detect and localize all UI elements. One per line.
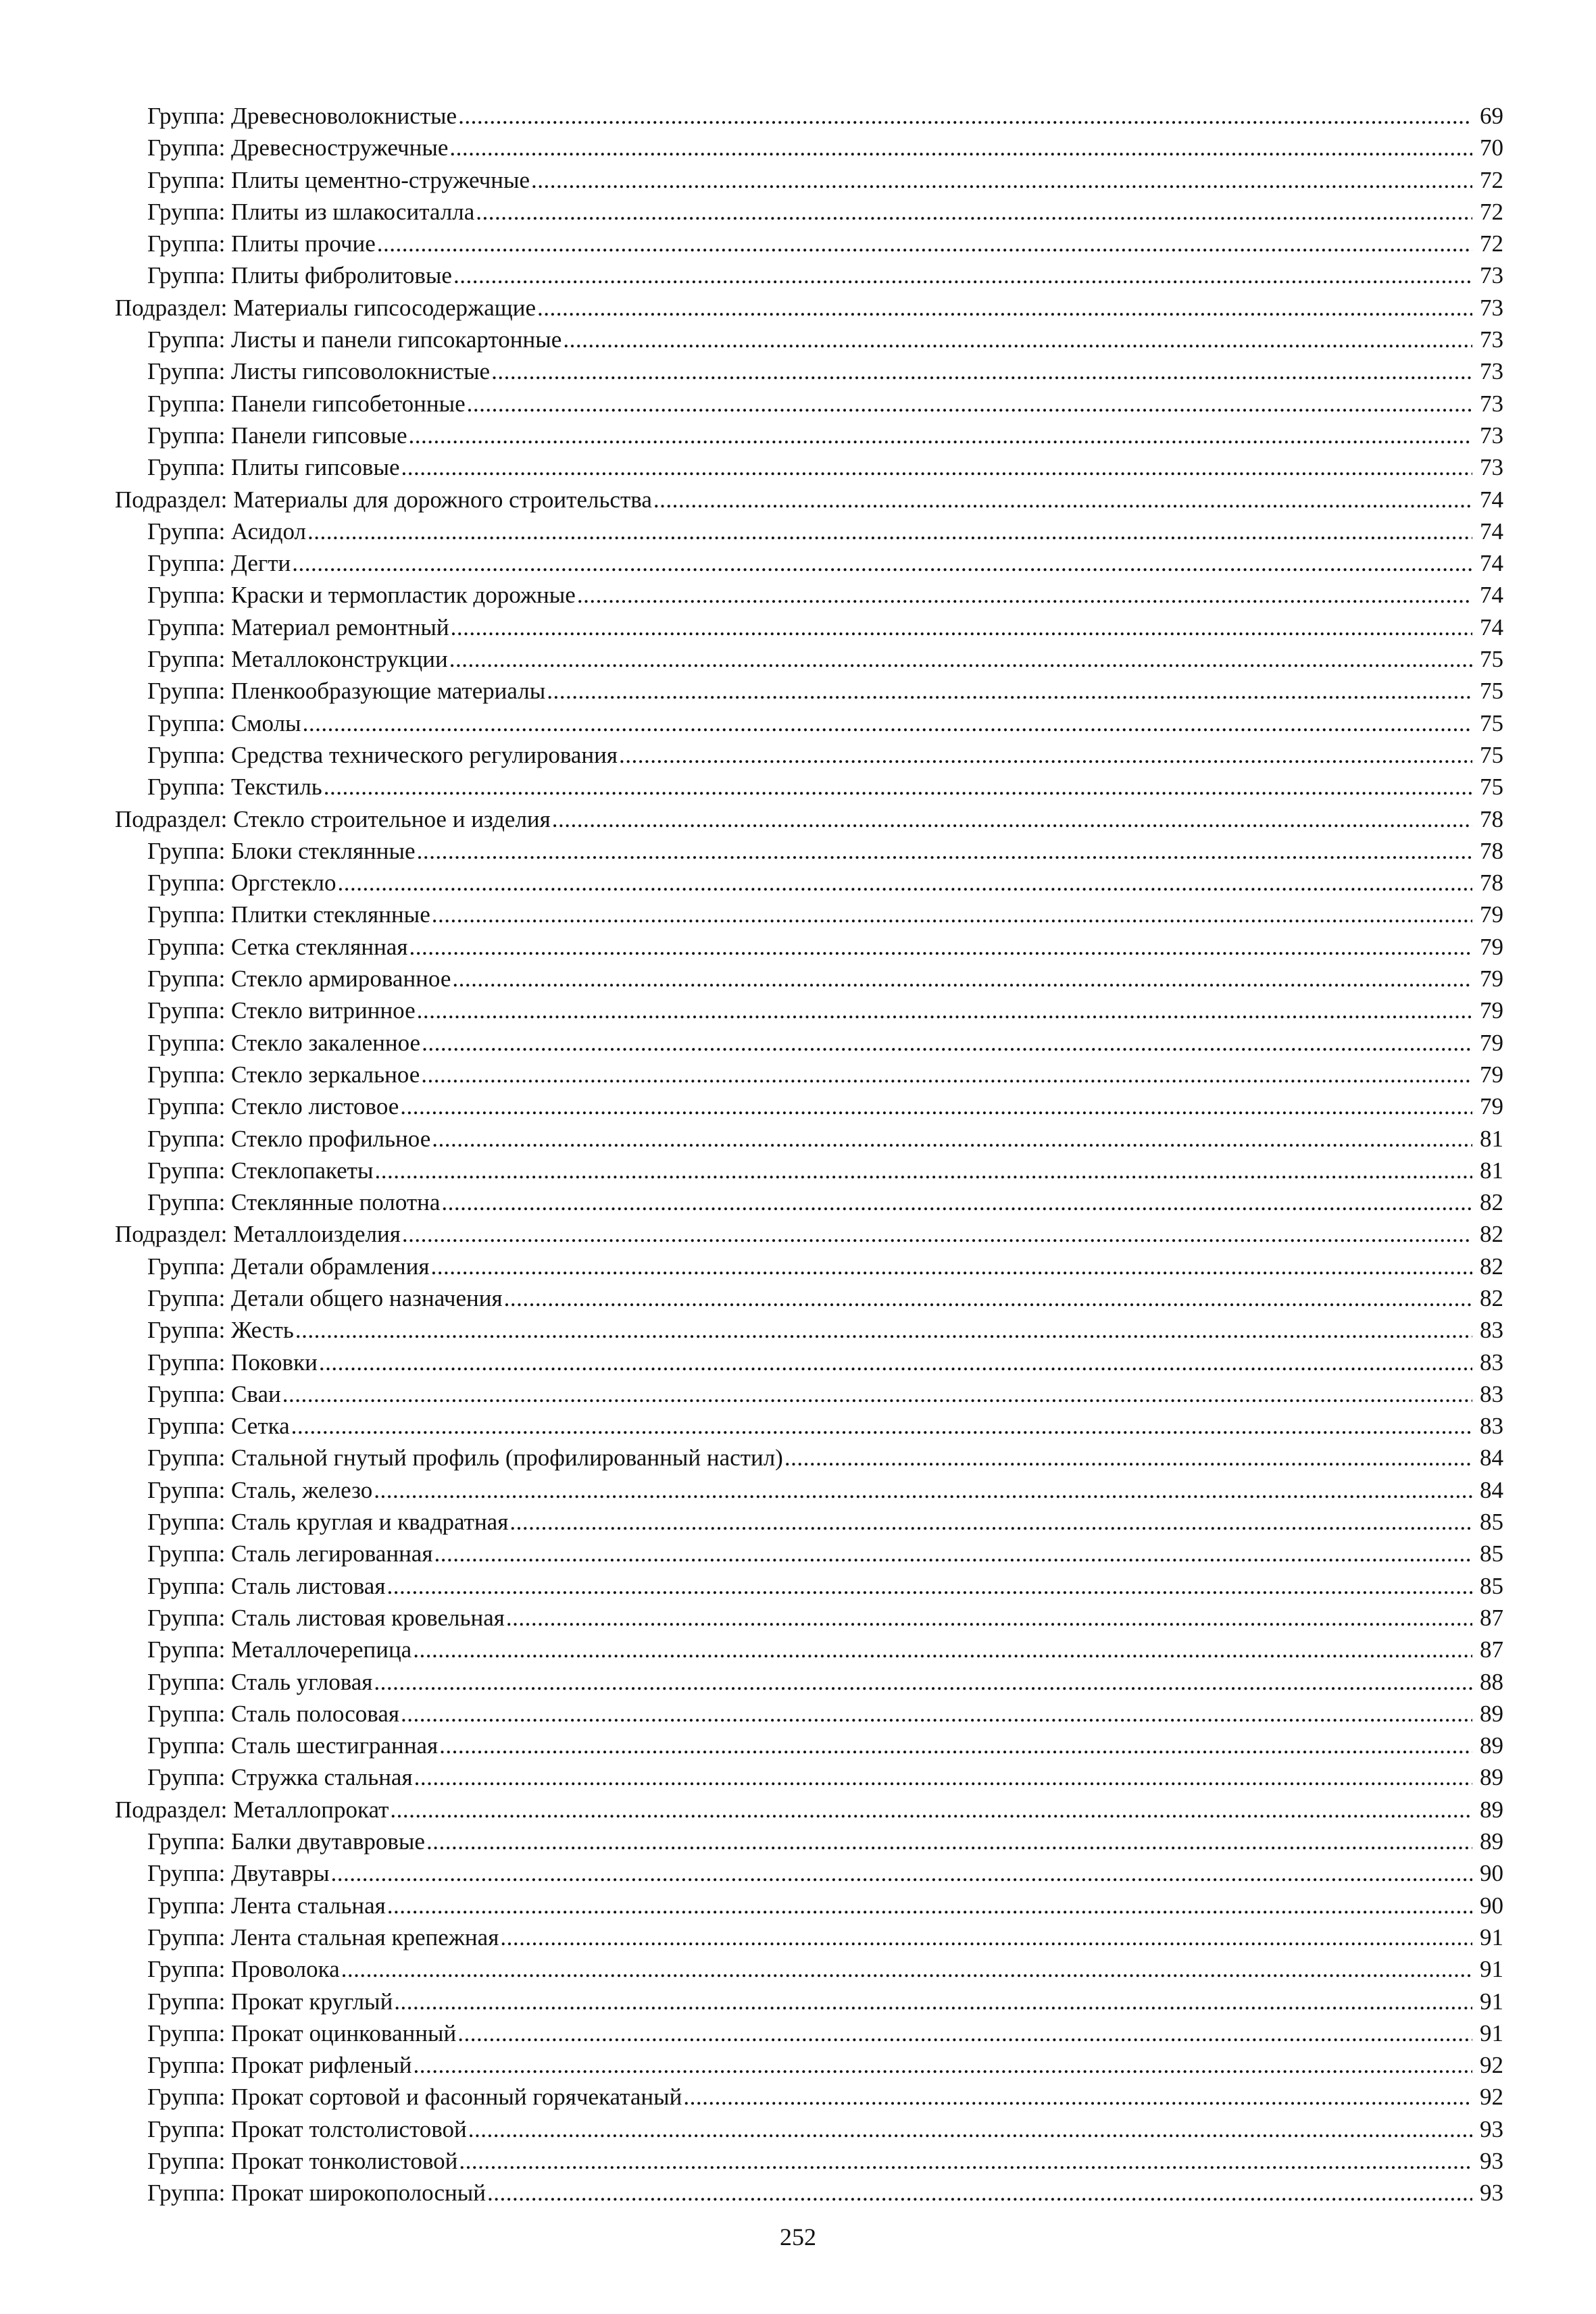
toc-entry-page: 88 xyxy=(1480,1668,1503,1695)
toc-entry-label: Группа: Древесностружечные xyxy=(147,134,449,161)
toc-group-entry xyxy=(115,1634,1503,1665)
toc-entry-label: Группа: Плиты цементно-стружечные xyxy=(147,166,530,193)
toc-entry-page: 85 xyxy=(1480,1540,1503,1567)
toc-group-entry xyxy=(115,388,1503,420)
toc-group-entry xyxy=(115,451,1503,483)
dot-leader xyxy=(468,2113,1472,2145)
toc-entry-label: Группа: Поковки xyxy=(147,1349,318,1376)
toc-group-entry xyxy=(115,1698,1503,1730)
toc-entry-label: Группа: Сталь листовая xyxy=(147,1572,386,1599)
toc-entry-page: 73 xyxy=(1480,422,1503,449)
dot-leader xyxy=(449,643,1472,675)
dot-leader xyxy=(500,1921,1472,1953)
toc-group-entry xyxy=(115,707,1503,739)
dot-leader xyxy=(476,196,1472,228)
dot-leader xyxy=(434,1538,1472,1569)
toc-entry-page: 82 xyxy=(1480,1284,1503,1311)
dot-leader xyxy=(292,547,1472,579)
toc-entry-label: Группа: Асидол xyxy=(147,518,307,545)
toc-entry-label: Группа: Прокат рифленый xyxy=(147,2052,412,2079)
toc-entry-label: Подраздел: Материалы для дорожного строительства xyxy=(115,486,652,513)
toc-entry-page: 78 xyxy=(1480,870,1503,897)
toc-entry-page: 85 xyxy=(1480,1572,1503,1599)
toc-entry-label: Группа: Металлочерепица xyxy=(147,1636,412,1663)
toc-entry-label: Группа: Плиты из шлакоситалла xyxy=(147,198,475,225)
toc-entry-label: Группа: Листы гипсоволокнистые xyxy=(147,358,491,385)
dot-leader xyxy=(452,963,1472,995)
toc-entry-label: Группа: Сетка xyxy=(147,1413,290,1440)
toc-entry-label: Группа: Жесть xyxy=(147,1317,294,1344)
toc-group-entry xyxy=(115,995,1503,1026)
toc-group-entry xyxy=(115,835,1503,867)
toc-group-entry xyxy=(115,1570,1503,1602)
dot-leader xyxy=(577,579,1472,611)
toc-group-entry xyxy=(115,675,1503,707)
toc-entry-page: 89 xyxy=(1480,1732,1503,1759)
toc-group-entry xyxy=(115,1602,1503,1634)
toc-group-entry xyxy=(115,1123,1503,1155)
toc-entry-label: Группа: Прокат оцинкованный xyxy=(147,2019,457,2046)
toc-group-entry xyxy=(115,643,1503,675)
toc-entry-label: Группа: Лента стальная xyxy=(147,1892,386,1919)
toc-group-entry xyxy=(115,1090,1503,1122)
dot-leader xyxy=(282,1378,1472,1410)
toc-entry-page: 72 xyxy=(1480,230,1503,257)
dot-leader xyxy=(422,1027,1472,1059)
toc-section-entry xyxy=(115,803,1503,835)
toc-entry-label: Подраздел: Материалы гипсосодержащие xyxy=(115,294,536,321)
dot-leader xyxy=(467,388,1472,420)
toc-entry-page: 75 xyxy=(1480,646,1503,673)
toc-group-entry xyxy=(115,1538,1503,1569)
toc-entry-page: 83 xyxy=(1480,1349,1503,1376)
toc-group-entry xyxy=(115,963,1503,995)
toc-entry-label: Группа: Краски и термопластик дорожные xyxy=(147,582,576,609)
dot-leader xyxy=(457,2017,1472,2049)
toc-entry-label: Группа: Листы и панели гипсокартонные xyxy=(147,326,562,353)
toc-entry-label: Группа: Прокат широкополосный xyxy=(147,2180,486,2207)
toc-group-entry xyxy=(115,1027,1503,1059)
toc-section-entry xyxy=(115,484,1503,515)
toc-entry-page: 79 xyxy=(1480,933,1503,960)
toc-entry-label: Группа: Стеклянные полотна xyxy=(147,1189,441,1216)
dot-leader xyxy=(402,1218,1472,1250)
toc-entry-label: Группа: Блоки стеклянные xyxy=(147,837,416,864)
toc-entry-page: 87 xyxy=(1480,1604,1503,1631)
toc-entry-page: 75 xyxy=(1480,741,1503,768)
toc-entry-label: Группа: Проволока xyxy=(147,1956,340,1983)
toc-entry-page: 74 xyxy=(1480,486,1503,513)
dot-leader xyxy=(506,1602,1472,1634)
toc-entry-label: Группа: Стеклопакеты xyxy=(147,1157,374,1184)
toc-entry-page: 72 xyxy=(1480,198,1503,225)
dot-leader xyxy=(441,1186,1472,1218)
dot-leader xyxy=(307,515,1472,547)
toc-group-entry xyxy=(115,1857,1503,1889)
toc-entry-label: Группа: Сталь полосовая xyxy=(147,1700,400,1727)
dot-leader xyxy=(394,1986,1472,2017)
toc-group-entry xyxy=(115,867,1503,899)
toc-entry-page: 83 xyxy=(1480,1413,1503,1440)
toc-entry-page: 73 xyxy=(1480,294,1503,321)
dot-leader xyxy=(563,324,1472,355)
dot-leader xyxy=(491,355,1472,387)
toc-entry-label: Группа: Детали общего назначения xyxy=(147,1284,503,1311)
toc-entry-page: 85 xyxy=(1480,1509,1503,1536)
toc-entry-label: Группа: Сталь, железо xyxy=(147,1476,373,1503)
toc-entry-label: Группа: Пленкообразующие материалы xyxy=(147,678,546,705)
toc-group-entry xyxy=(115,771,1503,803)
toc-entry-label: Группа: Сетка стеклянная xyxy=(147,933,408,960)
toc-entry-page: 81 xyxy=(1480,1157,1503,1184)
toc-group-entry xyxy=(115,1282,1503,1314)
toc-section-entry xyxy=(115,1218,1503,1250)
toc-entry-page: 81 xyxy=(1480,1125,1503,1152)
toc-entry-page: 82 xyxy=(1480,1189,1503,1216)
toc-entry-page: 82 xyxy=(1480,1221,1503,1248)
toc-entry-label: Группа: Стекло листовое xyxy=(147,1093,399,1120)
dot-leader xyxy=(401,451,1473,483)
toc-group-entry xyxy=(115,2177,1503,2209)
toc-group-entry xyxy=(115,515,1503,547)
toc-entry-label: Группа: Балки двутавровые xyxy=(147,1828,425,1855)
dot-leader xyxy=(552,803,1472,835)
table-of-contents xyxy=(115,100,1503,2209)
toc-group-entry xyxy=(115,259,1503,291)
toc-entry-label: Группа: Металлоконструкции xyxy=(147,646,448,673)
dot-leader xyxy=(417,995,1472,1026)
toc-entry-label: Группа: Сталь круглая и квадратная xyxy=(147,1509,509,1536)
toc-group-entry xyxy=(115,164,1503,196)
dot-leader xyxy=(439,1730,1472,1761)
dot-leader xyxy=(401,1698,1472,1730)
dot-leader xyxy=(374,1155,1472,1186)
toc-entry-label: Подраздел: Металлоизделия xyxy=(115,1221,401,1248)
toc-entry-label: Группа: Двутавры xyxy=(147,1860,330,1887)
toc-group-entry xyxy=(115,899,1503,930)
toc-entry-label: Группа: Сваи xyxy=(147,1380,281,1407)
dot-leader xyxy=(487,2177,1472,2209)
toc-entry-page: 75 xyxy=(1480,774,1503,801)
toc-entry-page: 93 xyxy=(1480,2148,1503,2174)
toc-entry-label: Группа: Плитки стеклянные xyxy=(147,901,430,928)
toc-group-entry xyxy=(115,420,1503,451)
toc-entry-label: Группа: Стружка стальная xyxy=(147,1764,413,1791)
toc-entry-label: Группа: Прокат круглый xyxy=(147,1988,393,2015)
toc-group-entry xyxy=(115,1666,1503,1698)
toc-entry-page: 84 xyxy=(1480,1444,1503,1472)
toc-group-entry xyxy=(115,579,1503,611)
toc-entry-label: Группа: Материал ремонтный xyxy=(147,613,449,640)
toc-entry-label: Группа: Прокат толстолистовой xyxy=(147,2115,467,2142)
toc-group-entry xyxy=(115,1921,1503,1953)
toc-entry-label: Группа: Панели гипсобетонные xyxy=(147,390,466,417)
dot-leader xyxy=(400,1090,1472,1122)
dot-leader xyxy=(784,1442,1472,1474)
dot-leader xyxy=(374,1666,1472,1698)
dot-leader xyxy=(387,1890,1472,1921)
toc-entry-page: 91 xyxy=(1480,2019,1503,2046)
toc-section-entry xyxy=(115,292,1503,324)
toc-group-entry xyxy=(115,1953,1503,1985)
toc-entry-label: Группа: Сталь шестигранная xyxy=(147,1732,439,1759)
toc-entry-label: Группа: Сталь листовая кровельная xyxy=(147,1604,505,1631)
toc-entry-page: 75 xyxy=(1480,678,1503,705)
dot-leader xyxy=(509,1506,1472,1538)
dot-leader xyxy=(324,771,1472,803)
toc-group-entry xyxy=(115,1410,1503,1442)
toc-entry-page: 87 xyxy=(1480,1636,1503,1663)
toc-entry-page: 73 xyxy=(1480,326,1503,353)
toc-entry-label: Группа: Смолы xyxy=(147,709,301,736)
toc-group-entry xyxy=(115,2017,1503,2049)
dot-leader xyxy=(377,228,1472,259)
dot-leader xyxy=(374,1474,1472,1506)
toc-entry-page: 92 xyxy=(1480,2052,1503,2079)
toc-entry-page: 79 xyxy=(1480,1061,1503,1088)
toc-group-entry xyxy=(115,1059,1503,1090)
toc-entry-page: 74 xyxy=(1480,518,1503,545)
toc-group-entry xyxy=(115,1506,1503,1538)
toc-entry-page: 89 xyxy=(1480,1700,1503,1727)
dot-leader xyxy=(653,484,1472,515)
dot-leader xyxy=(319,1347,1472,1378)
toc-entry-page: 74 xyxy=(1480,550,1503,577)
toc-entry-page: 72 xyxy=(1480,166,1503,193)
toc-entry-page: 73 xyxy=(1480,262,1503,289)
toc-entry-page: 74 xyxy=(1480,582,1503,609)
toc-entry-page: 79 xyxy=(1480,1029,1503,1056)
toc-group-entry xyxy=(115,132,1503,164)
toc-group-entry xyxy=(115,1890,1503,1921)
toc-entry-page: 83 xyxy=(1480,1380,1503,1407)
toc-group-entry xyxy=(115,1155,1503,1186)
dot-leader xyxy=(303,707,1472,739)
toc-entry-label: Группа: Плиты фибролитовые xyxy=(147,262,452,289)
toc-entry-page: 89 xyxy=(1480,1764,1503,1791)
toc-entry-label: Группа: Средства технического регулирования xyxy=(147,741,618,768)
toc-entry-page: 79 xyxy=(1480,901,1503,928)
toc-entry-label: Группа: Сталь легированная xyxy=(147,1540,433,1567)
toc-entry-label: Группа: Плиты прочие xyxy=(147,230,376,257)
toc-group-entry xyxy=(115,324,1503,355)
toc-group-entry xyxy=(115,547,1503,579)
toc-group-entry xyxy=(115,1442,1503,1474)
toc-entry-label: Группа: Стекло витринное xyxy=(147,997,416,1024)
toc-group-entry xyxy=(115,2049,1503,2081)
toc-section-entry xyxy=(115,1794,1503,1826)
dot-leader xyxy=(531,164,1472,196)
dot-leader xyxy=(504,1282,1472,1314)
toc-entry-page: 78 xyxy=(1480,805,1503,832)
toc-entry-page: 73 xyxy=(1480,454,1503,481)
toc-group-entry xyxy=(115,1730,1503,1761)
dot-leader xyxy=(338,867,1472,899)
toc-entry-label: Группа: Лента стальная крепежная xyxy=(147,1923,499,1951)
toc-entry-label: Группа: Стальной гнутый профиль (профилированный настил) xyxy=(147,1444,783,1472)
toc-entry-page: 91 xyxy=(1480,1956,1503,1983)
toc-entry-page: 83 xyxy=(1480,1317,1503,1344)
dot-leader xyxy=(331,1857,1472,1889)
toc-entry-label: Группа: Панели гипсовые xyxy=(147,422,407,449)
dot-leader xyxy=(341,1953,1472,1985)
toc-entry-page: 93 xyxy=(1480,2180,1503,2207)
toc-entry-page: 82 xyxy=(1480,1253,1503,1280)
toc-entry-label: Группа: Дегти xyxy=(147,550,291,577)
toc-entry-page: 91 xyxy=(1480,1988,1503,2015)
toc-entry-page: 73 xyxy=(1480,390,1503,417)
toc-group-entry xyxy=(115,2113,1503,2145)
toc-entry-label: Группа: Стекло зеркальное xyxy=(147,1061,420,1088)
dot-leader xyxy=(291,1410,1472,1442)
toc-entry-label: Группа: Древесноволокнистые xyxy=(147,103,457,129)
toc-group-entry xyxy=(115,931,1503,963)
toc-entry-label: Группа: Стекло профильное xyxy=(147,1125,431,1152)
dot-leader xyxy=(413,1634,1472,1665)
toc-group-entry xyxy=(115,1186,1503,1218)
toc-group-entry xyxy=(115,1474,1503,1506)
toc-entry-page: 74 xyxy=(1480,613,1503,640)
toc-entry-page: 79 xyxy=(1480,965,1503,992)
toc-group-entry xyxy=(115,1347,1503,1378)
toc-entry-page: 89 xyxy=(1480,1828,1503,1855)
dot-leader xyxy=(386,1570,1472,1602)
dot-leader xyxy=(458,100,1472,132)
dot-leader xyxy=(417,835,1472,867)
dot-leader xyxy=(459,2145,1472,2177)
toc-group-entry xyxy=(115,2081,1503,2113)
toc-entry-page: 92 xyxy=(1480,2084,1503,2111)
toc-group-entry xyxy=(115,196,1503,228)
toc-entry-page: 70 xyxy=(1480,134,1503,161)
toc-entry-label: Группа: Сталь угловая xyxy=(147,1668,373,1695)
toc-group-entry xyxy=(115,611,1503,643)
toc-entry-label: Подраздел: Стекло строительное и изделия xyxy=(115,805,551,832)
dot-leader xyxy=(453,259,1472,291)
toc-group-entry xyxy=(115,739,1503,771)
toc-entry-page: 90 xyxy=(1480,1860,1503,1887)
dot-leader xyxy=(432,899,1472,930)
toc-entry-page: 79 xyxy=(1480,1093,1503,1120)
dot-leader xyxy=(619,739,1472,771)
toc-entry-label: Группа: Стекло армированное xyxy=(147,965,451,992)
toc-entry-page: 91 xyxy=(1480,1923,1503,1951)
toc-group-entry xyxy=(115,1314,1503,1346)
toc-group-entry xyxy=(115,1986,1503,2017)
toc-group-entry xyxy=(115,2145,1503,2177)
dot-leader xyxy=(430,1251,1472,1282)
page-number: 252 xyxy=(780,2223,816,2250)
dot-leader xyxy=(409,420,1473,451)
toc-entry-label: Группа: Прокат тонколистовой xyxy=(147,2148,458,2174)
toc-entry-page: 78 xyxy=(1480,837,1503,864)
toc-group-entry xyxy=(115,1826,1503,1857)
toc-entry-page: 90 xyxy=(1480,1892,1503,1919)
dot-leader xyxy=(409,931,1472,963)
toc-entry-label: Подраздел: Металлопрокат xyxy=(115,1796,389,1823)
toc-entry-label: Группа: Прокат сортовой и фасонный горячекатаный xyxy=(147,2084,682,2111)
dot-leader xyxy=(426,1826,1472,1857)
toc-entry-label: Группа: Оргстекло xyxy=(147,870,336,897)
dot-leader xyxy=(683,2081,1472,2113)
toc-entry-page: 79 xyxy=(1480,997,1503,1024)
toc-group-entry xyxy=(115,355,1503,387)
toc-entry-label: Группа: Текстиль xyxy=(147,774,322,801)
toc-group-entry xyxy=(115,1378,1503,1410)
dot-leader xyxy=(547,675,1472,707)
toc-group-entry xyxy=(115,1761,1503,1793)
toc-group-entry xyxy=(115,1251,1503,1282)
toc-entry-page: 69 xyxy=(1480,103,1503,129)
toc-entry-page: 73 xyxy=(1480,358,1503,385)
toc-entry-page: 75 xyxy=(1480,709,1503,736)
dot-leader xyxy=(449,132,1472,164)
toc-group-entry xyxy=(115,100,1503,132)
toc-entry-label: Группа: Плиты гипсовые xyxy=(147,454,400,481)
dot-leader xyxy=(390,1794,1472,1826)
toc-group-entry xyxy=(115,228,1503,259)
dot-leader xyxy=(421,1059,1472,1090)
toc-entry-page: 84 xyxy=(1480,1476,1503,1503)
dot-leader xyxy=(432,1123,1472,1155)
toc-entry-page: 93 xyxy=(1480,2115,1503,2142)
toc-entry-label: Группа: Детали обрамления xyxy=(147,1253,430,1280)
dot-leader xyxy=(537,292,1472,324)
dot-leader xyxy=(413,2049,1472,2081)
dot-leader xyxy=(451,611,1472,643)
toc-entry-label: Группа: Стекло закаленное xyxy=(147,1029,421,1056)
toc-entry-page: 89 xyxy=(1480,1796,1503,1823)
dot-leader xyxy=(295,1314,1472,1346)
dot-leader xyxy=(414,1761,1472,1793)
